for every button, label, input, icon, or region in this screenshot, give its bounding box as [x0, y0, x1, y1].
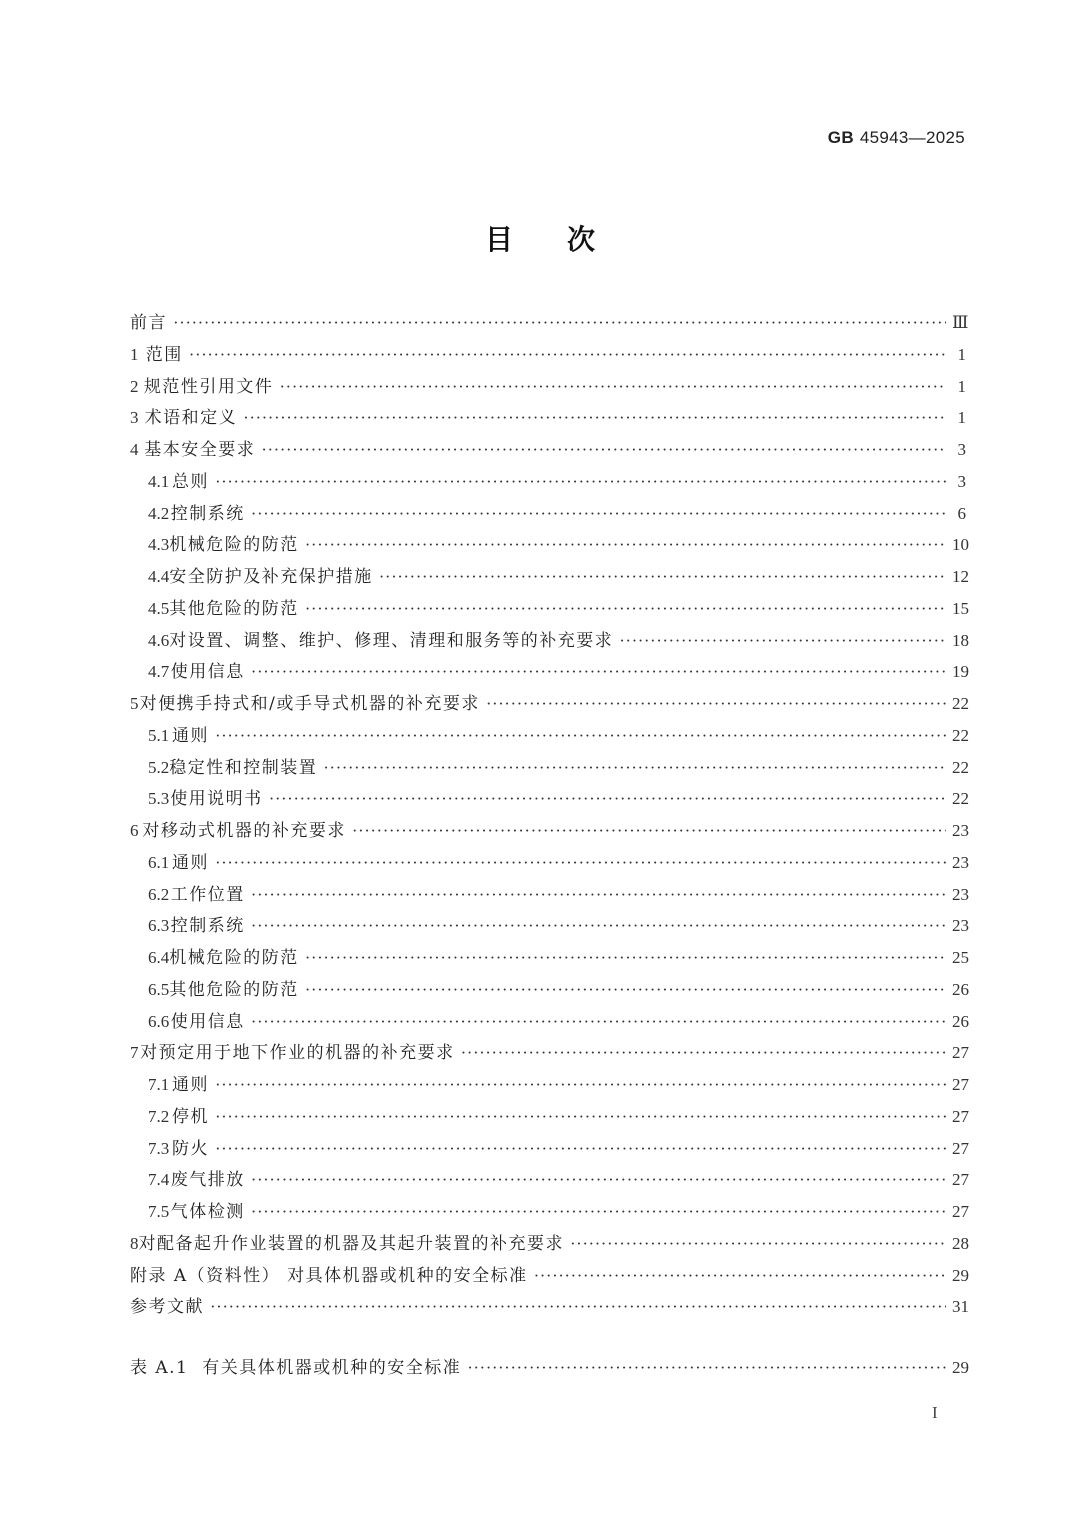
toc-subentry[interactable]: [130, 656, 969, 688]
toc-entry-title: 防火: [171, 1138, 209, 1159]
toc-entry-number: 4.5: [148, 598, 170, 618]
dot-leader: [486, 688, 946, 720]
toc-entry-page: 27: [952, 1075, 969, 1094]
toc-entry-page: 31: [952, 1297, 969, 1317]
dot-leader: [251, 1196, 946, 1228]
toc-entry-number: 4.7: [148, 662, 170, 682]
dot-leader: [173, 307, 946, 339]
table-entry-a1[interactable]: [130, 1352, 969, 1384]
page-number: I: [932, 1403, 938, 1422]
toc-entry-title: 前言: [130, 313, 167, 333]
toc-subentry[interactable]: [130, 720, 969, 752]
toc-entry-title: 基本安全要求: [144, 440, 256, 460]
toc-subentry[interactable]: [130, 593, 969, 625]
toc-entry-page: 18: [952, 630, 969, 650]
toc-entry-title: 规范性引用文件: [143, 376, 274, 397]
toc-entry-page: 1: [957, 408, 966, 428]
toc-entry-title: 工作位置: [170, 884, 245, 905]
toc-entry-number: 7.3: [148, 1138, 170, 1158]
toc-entry-title: 对设置、调整、维护、修理、清理和服务等的补充要求: [169, 630, 614, 651]
toc-entry-page: 23: [952, 916, 969, 936]
toc-entry-page: 27: [952, 1170, 969, 1190]
toc-entry-page: 22: [952, 694, 969, 713]
toc-entry-title: 废气排放: [170, 1170, 245, 1191]
toc-subentry[interactable]: [130, 1133, 969, 1165]
toc-entry-title: 对预定用于地下作业的机器的补充要求: [140, 1043, 455, 1064]
toc-entry-page: 27: [952, 1106, 969, 1126]
dot-leader: [352, 815, 946, 847]
standard-code: [828, 128, 965, 148]
toc-entry[interactable]: [130, 1037, 969, 1069]
toc-entry-page: 26: [952, 979, 969, 999]
toc-entry-title: 安全防护及补充保护措施: [169, 567, 373, 587]
dot-leader: [215, 847, 946, 879]
table-of-contents: [130, 307, 969, 1323]
toc-subentry[interactable]: [130, 752, 969, 784]
toc-subentry[interactable]: [130, 974, 969, 1006]
toc-entry-title: 其他危险的防范: [169, 598, 299, 619]
toc-subentry[interactable]: [130, 1196, 969, 1228]
page-title: 目次: [484, 223, 649, 256]
dot-leader: [379, 561, 946, 593]
toc-entry-page: 10: [952, 535, 969, 555]
toc-entry-title: 对移动式机器的补充要求: [142, 821, 346, 841]
toc-entry-title: 通则: [171, 852, 209, 873]
dot-leader: [215, 1069, 946, 1101]
toc-entry-number: 4.2: [148, 503, 170, 523]
toc-entry-number: 5: [130, 694, 139, 713]
dot-leader: [261, 434, 946, 466]
toc-entry-number: 6: [130, 821, 139, 840]
toc-entry-page: Ⅲ: [952, 313, 969, 332]
toc-entry-page: 19: [952, 662, 969, 682]
toc-entry-foreword[interactable]: [130, 307, 969, 339]
dot-leader: [305, 974, 946, 1006]
toc-entry-title: 控制系统: [170, 916, 245, 937]
toc-entry-page: 3: [957, 440, 966, 459]
toc-entry-number: 6.2: [148, 884, 170, 904]
toc-entry-title: 附录 A（资料性） 对具体机器或机种的安全标准: [130, 1265, 528, 1286]
dot-leader: [269, 783, 946, 815]
toc-entry-page: 23: [952, 852, 969, 872]
toc-entry-title: 机械危险的防范: [169, 948, 299, 968]
toc-entry-number: 5.2: [148, 757, 170, 777]
toc-entry-number: 2: [130, 376, 139, 396]
dot-leader: [215, 720, 946, 752]
toc-entry-number: 4.3: [148, 535, 170, 555]
toc-entry-appendix-a[interactable]: [130, 1260, 969, 1292]
dot-leader: [215, 1101, 946, 1133]
dot-leader: [323, 752, 946, 784]
toc-entry-page: 25: [952, 948, 969, 967]
toc-entry-title: 使用信息: [170, 1011, 245, 1032]
toc-entry[interactable]: [130, 339, 966, 371]
toc-entry[interactable]: [130, 1228, 969, 1260]
toc-entry-page: 22: [952, 757, 969, 777]
toc-subentry[interactable]: [130, 942, 969, 974]
toc-subentry[interactable]: [130, 1069, 969, 1101]
toc-entry-title: 稳定性和控制装置: [169, 757, 318, 778]
toc-entry-page: 26: [952, 1011, 969, 1031]
toc-subentry[interactable]: [130, 1164, 969, 1196]
dot-leader: [305, 593, 946, 625]
toc-entry-number: 3: [130, 408, 139, 428]
toc-entry-page: 12: [952, 567, 969, 586]
toc-entry-page: 28: [952, 1233, 969, 1253]
toc-subentry[interactable]: [130, 910, 969, 942]
toc-entry-page: 6: [957, 503, 966, 523]
toc-entry-title: 使用说明书: [170, 789, 263, 810]
toc-entry-title: 气体检测: [170, 1202, 245, 1222]
toc-entry-title: 控制系统: [170, 503, 245, 524]
toc-entry-page: 27: [952, 1202, 969, 1221]
list-of-tables: [130, 1352, 969, 1384]
dot-leader: [251, 498, 946, 530]
toc-entry-page: 29: [952, 1265, 969, 1285]
toc-entry-title: 使用信息: [170, 662, 245, 683]
toc-subentry[interactable]: [130, 498, 966, 530]
toc-entry-page: 27: [952, 1043, 969, 1063]
dot-leader: [305, 529, 946, 561]
toc-entry-bibliography[interactable]: [130, 1291, 969, 1323]
dot-leader: [467, 1352, 946, 1384]
toc-subentry[interactable]: [130, 561, 969, 593]
toc-entry-title: 总则: [171, 471, 209, 492]
dot-leader: [251, 1006, 946, 1038]
dot-leader: [534, 1260, 946, 1292]
dot-leader: [570, 1228, 946, 1260]
toc-entry-number: 7.2: [148, 1106, 170, 1126]
toc-entry-number: 6.4: [148, 948, 170, 967]
toc-entry[interactable]: [130, 815, 969, 847]
toc-entry-number: 1: [130, 344, 139, 364]
toc-entry[interactable]: [130, 402, 966, 434]
toc-entry-number: 6.1: [148, 852, 170, 872]
toc-entry-number: 7.5: [148, 1202, 170, 1221]
toc-entry-number: 7.1: [148, 1075, 170, 1094]
toc-entry-page: 23: [952, 821, 969, 840]
toc-entry-page: 1: [957, 376, 966, 396]
dot-leader: [210, 1291, 946, 1323]
dot-leader: [189, 339, 946, 371]
toc-subentry[interactable]: [130, 847, 969, 879]
toc-entry-number: 6.6: [148, 1011, 170, 1031]
toc-subentry[interactable]: [130, 466, 966, 498]
dot-leader: [251, 879, 946, 911]
dot-leader: [215, 466, 946, 498]
toc-entry-number: 5.3: [148, 789, 170, 809]
toc-entry-title: 其他危险的防范: [169, 979, 299, 1000]
standard-prefix: GB: [827, 128, 854, 147]
toc-entry-title: 对便携手持式和/或手导式机器的补充要求: [139, 694, 480, 714]
dot-leader: [243, 402, 946, 434]
toc-entry-number: 4.4: [148, 567, 170, 586]
toc-entry-page: 3: [957, 471, 966, 491]
toc-entry-number: 7: [130, 1043, 139, 1063]
toc-entry-number: 6.3: [148, 916, 170, 936]
toc-entry[interactable]: [130, 434, 966, 466]
standard-number: 45943—2025: [859, 128, 965, 147]
toc-entry-number: 6.5: [148, 979, 170, 999]
toc-entry-title: 对配备起升作业装置的机器及其起升装置的补充要求: [138, 1233, 564, 1254]
toc-entry-number: 4.1: [148, 471, 170, 491]
dot-leader: [215, 1133, 946, 1165]
toc-entry[interactable]: [130, 371, 966, 403]
toc-subentry[interactable]: [130, 879, 969, 911]
toc-entry-title: 范围: [145, 344, 183, 365]
toc-entry-number: 4: [130, 440, 139, 459]
toc-entry-title: 术语和定义: [144, 408, 238, 429]
toc-entry-page: 22: [952, 725, 969, 745]
toc-subentry[interactable]: [130, 783, 969, 815]
toc-entry-number: 8: [130, 1233, 139, 1253]
toc-entry-title: 机械危险的防范: [169, 535, 299, 556]
toc-subentry[interactable]: [130, 1101, 969, 1133]
dot-leader: [251, 1164, 946, 1196]
table-entry-title: 表 A.1 有关具体机器或机种的安全标准: [130, 1358, 462, 1378]
dot-leader: [461, 1037, 946, 1069]
toc-entry-page: 23: [952, 884, 969, 904]
toc-entry-title: 通则: [171, 1075, 209, 1095]
toc-entry-title: 参考文献: [130, 1297, 204, 1318]
toc-entry[interactable]: [130, 688, 969, 720]
toc-subentry[interactable]: [130, 1006, 969, 1038]
dot-leader: [619, 625, 946, 657]
toc-entry-number: 4.6: [148, 630, 170, 650]
toc-entry-page: 1: [957, 344, 966, 364]
toc-subentry[interactable]: [130, 625, 969, 657]
toc-entry-page: 22: [952, 789, 969, 809]
toc-subentry[interactable]: [130, 529, 969, 561]
dot-leader: [251, 656, 946, 688]
dot-leader: [251, 910, 946, 942]
toc-entry-number: 7.4: [148, 1170, 170, 1190]
toc-entry-title: 停机: [171, 1106, 209, 1127]
toc-entry-number: 5.1: [148, 725, 170, 745]
toc-entry-title: 通则: [171, 725, 209, 746]
toc-entry-page: 15: [952, 598, 969, 618]
toc-entry-page: 27: [952, 1138, 969, 1158]
dot-leader: [279, 371, 946, 403]
dot-leader: [305, 942, 946, 974]
table-entry-page: 29: [952, 1358, 969, 1377]
